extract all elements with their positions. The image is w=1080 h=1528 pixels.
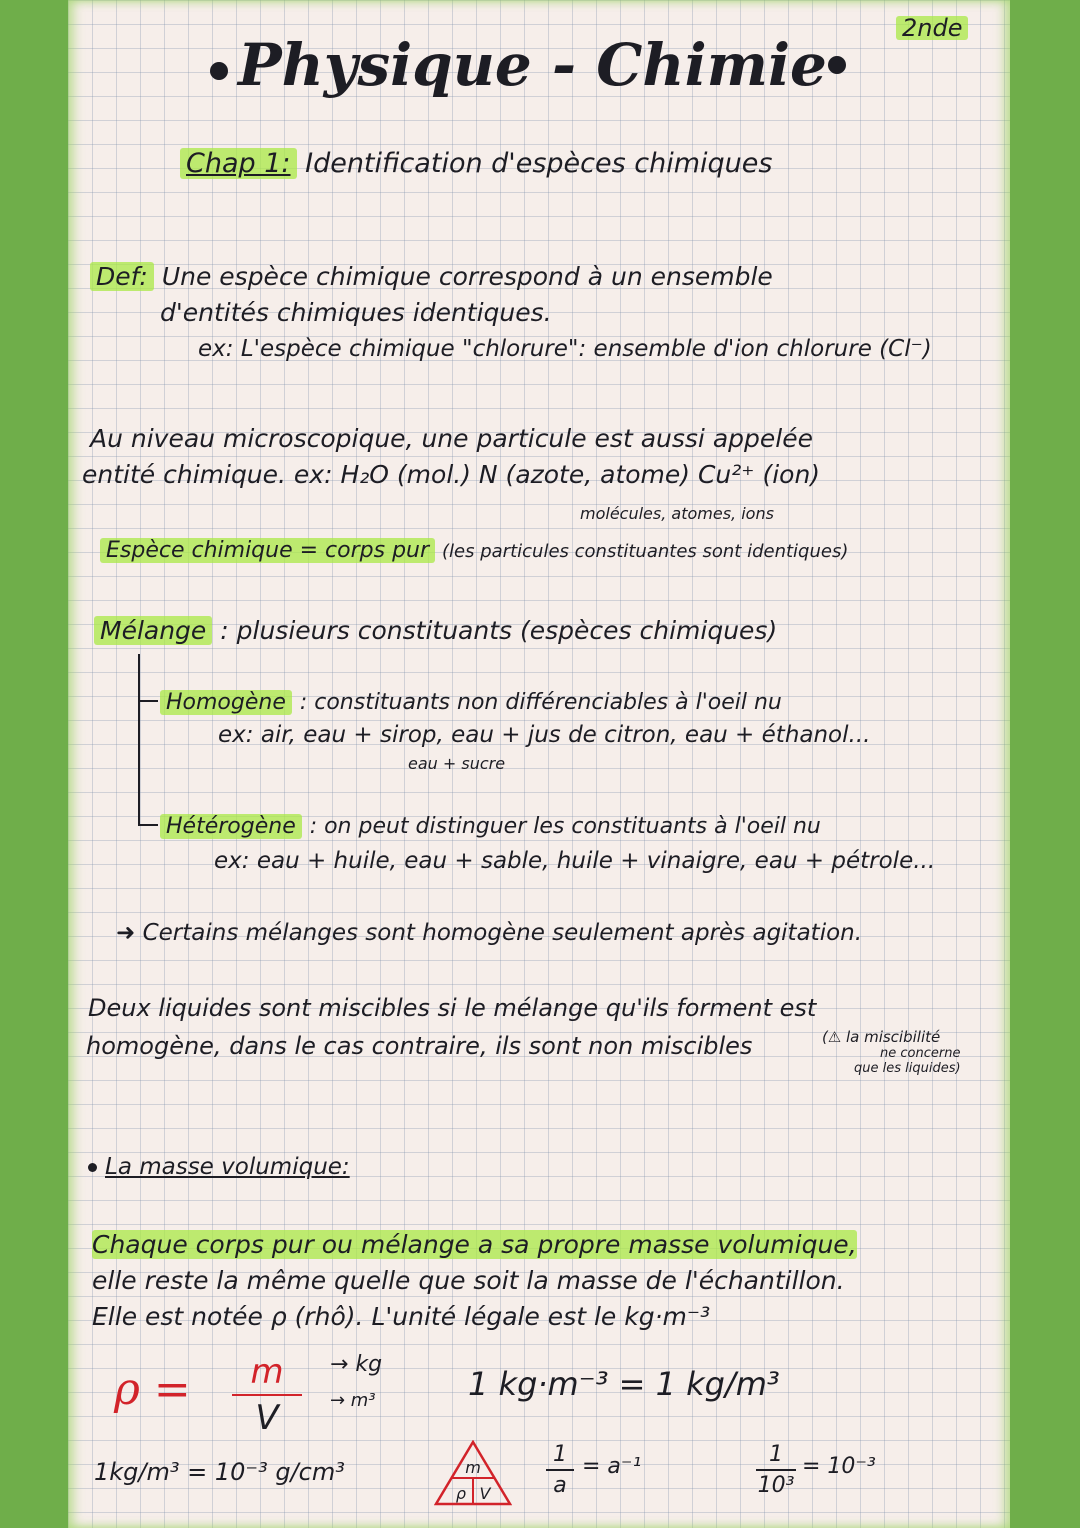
inverse-result: = a⁻¹ <box>582 1454 642 1479</box>
definition-line-1 <box>90 264 773 289</box>
chapter-heading <box>180 150 772 177</box>
heterogeneous-label: Hétérogène <box>160 814 302 839</box>
mixture-tree-branch-2 <box>138 824 158 826</box>
definition-line-2: d'entités chimiques identiques. <box>160 298 552 327</box>
miscible-note-1: (⚠ la miscibilité <box>822 1028 941 1046</box>
density-text-1: Chaque corps pur ou mélange a sa propre masse volumique, <box>92 1230 857 1259</box>
homogeneous-example: ex: air, eau + sirop, eau + jus de citron, eau + éthanol... <box>218 722 871 748</box>
inverse-numerator: 1 <box>553 1442 567 1467</box>
homogeneous-annotation: eau + sucre <box>408 754 506 773</box>
rho-symbol: ρ = <box>114 1364 191 1415</box>
unit-kg: → kg <box>330 1352 383 1377</box>
mixture-text: : plusieurs constituants (espèces chimiques) <box>220 616 778 645</box>
arrow-icon: ➜ <box>116 920 143 946</box>
inverse-bar <box>546 1469 574 1471</box>
density-triangle-icon <box>434 1440 512 1506</box>
mixture-tree-vertical <box>138 654 140 826</box>
chapter-label: Chap 1: <box>180 148 297 179</box>
definition-label: Def: <box>90 262 154 291</box>
fraction-numerator: m <box>250 1352 284 1392</box>
page-title: Physique - Chimie <box>238 31 827 99</box>
mixture-label: Mélange <box>94 616 212 645</box>
unit-equivalence: 1 kg·m⁻³ = 1 kg/m³ <box>468 1365 780 1403</box>
title-dot-right <box>828 56 846 74</box>
heterogeneous-text: : on peut distinguer les constituants à l'oeil nu <box>309 814 821 839</box>
definition-text-1: Une espèce chimique correspond à un ensemble <box>161 262 773 291</box>
agitation-text: Certains mélanges sont homogène seulement après agitation. <box>142 920 863 946</box>
power-denominator: 10³ <box>757 1473 795 1498</box>
notebook-page <box>68 0 1010 1528</box>
mixture-line <box>94 618 777 643</box>
density-heading-text: La masse volumique: <box>105 1154 350 1180</box>
inverse-fraction <box>546 1442 574 1498</box>
miscible-note-3: que les liquides) <box>854 1061 961 1076</box>
density-fraction <box>232 1352 302 1438</box>
triangle-rho: ρ <box>455 1484 467 1503</box>
density-line-3: Elle est notée ρ (rhô). L'unité légale est le kg·m⁻³ <box>92 1302 711 1331</box>
chapter-title: Identification d'espèces chimiques <box>305 148 773 179</box>
homogeneous-label: Homogène <box>160 690 292 715</box>
fraction-bar <box>232 1394 302 1396</box>
fraction-denominator: V <box>255 1398 279 1438</box>
definition-example: ex: L'espèce chimique "chlorure": ensemble d'ion chlorure (Cl⁻) <box>198 336 932 362</box>
level-badge: 2nde <box>896 16 968 40</box>
micro-line-1: Au niveau microscopique, une particule est aussi appelée <box>90 424 813 453</box>
micro-line-2: entité chimique. ex: H₂O (mol.) N (azote, atome) Cu²⁺ (ion) <box>82 460 821 489</box>
power-result: = 10⁻³ <box>802 1454 876 1479</box>
density-line-1 <box>92 1232 857 1257</box>
density-heading <box>88 1156 350 1179</box>
micro-annotation: molécules, atomes, ions <box>580 504 774 523</box>
density-conversion: 1kg/m³ = 10⁻³ g/cm³ <box>94 1458 345 1486</box>
power-bar <box>756 1469 796 1471</box>
heterogeneous-line <box>160 812 821 838</box>
homogeneous-line <box>160 688 782 714</box>
density-line-2: elle reste la même quelle que soit la masse de l'échantillon. <box>92 1266 845 1295</box>
miscible-line-1: Deux liquides sont miscibles si le mélange qu'ils forment est <box>88 994 817 1022</box>
triangle-v: V <box>479 1484 491 1503</box>
bullet-icon <box>88 1163 97 1172</box>
homogeneous-text: : constituants non différenciables à l'oeil nu <box>299 690 782 715</box>
agitation-note <box>116 922 862 945</box>
unit-m3: → m³ <box>330 1390 376 1411</box>
inverse-denominator: a <box>553 1473 567 1498</box>
heterogeneous-example: ex: eau + huile, eau + sable, huile + vinaigre, eau + pétrole... <box>214 848 936 874</box>
mixture-tree-branch-1 <box>138 700 158 702</box>
pure-body-label: Espèce chimique = corps pur <box>100 538 435 563</box>
miscible-note-2: ne concerne <box>880 1046 961 1061</box>
title-dot-left <box>210 62 228 80</box>
power-fraction <box>756 1442 796 1498</box>
power-numerator: 1 <box>769 1442 783 1467</box>
triangle-m: m <box>465 1458 481 1477</box>
pure-body-note: (les particules constituantes sont identiques) <box>442 541 849 562</box>
miscible-line-2: homogène, dans le cas contraire, ils sont non miscibles <box>86 1032 753 1060</box>
pure-body-line <box>100 540 848 562</box>
